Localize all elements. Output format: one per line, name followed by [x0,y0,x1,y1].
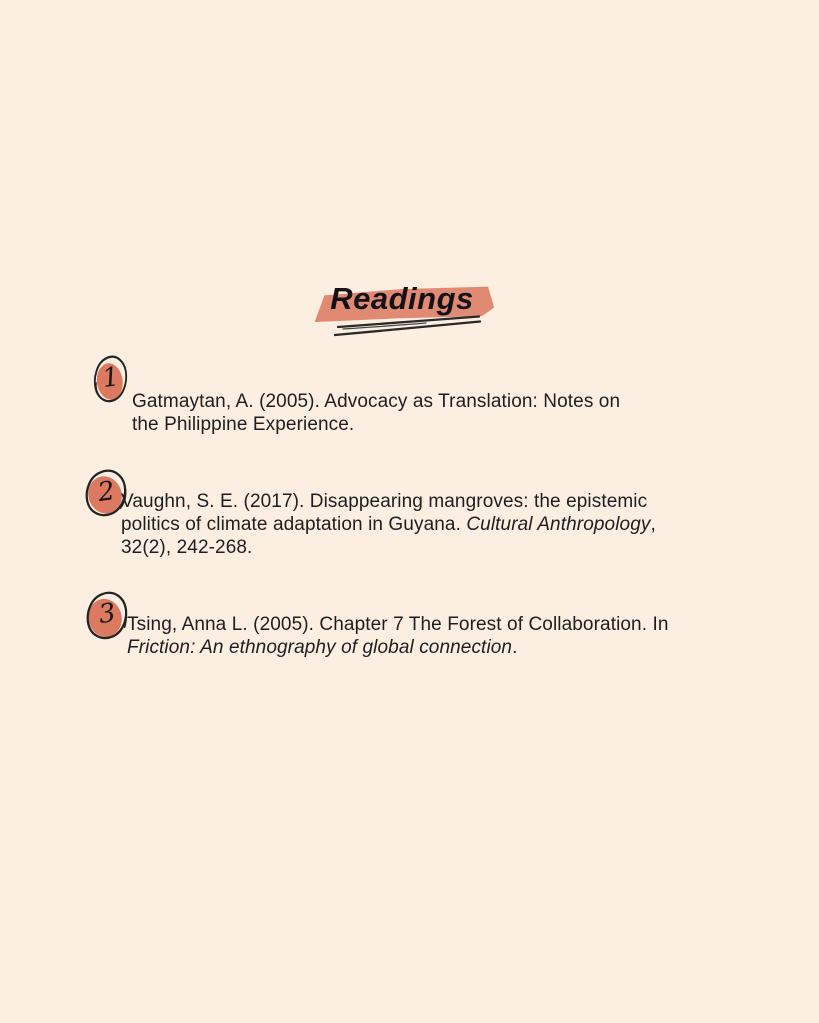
citation-title-italic: Cultural Anthropology [466,514,651,535]
citation-text-segment: 32(2), 242-268. [121,537,253,558]
citation-line [127,636,669,659]
citation-line [121,490,656,513]
citation-line [132,390,620,413]
reading-number: 1 [100,361,121,394]
reading-number: 3 [96,598,118,631]
citation-text-segment: , [650,514,656,535]
page-title: Readings [330,281,474,316]
citation-line [127,613,669,636]
citation-text-segment: Tsing, Anna L. (2005). Chapter 7 The Forest of Collaboration. In [127,614,669,635]
hand-drawn-underline [334,314,484,340]
citation-text-segment: . [512,637,518,658]
citation-line [121,513,656,536]
reading-number-badge-3 [83,590,132,642]
citation-line [132,413,620,436]
citation-text-segment: Vaughn, S. E. (2017). Disappearing mangroves: the epistemic [121,491,648,512]
reading-number-badge-1 [91,354,131,405]
citation-text-segment: the Philippine Experience. [132,414,355,435]
citation-line [121,536,656,559]
citation-1 [132,390,620,436]
citation-title-italic: Friction: An ethnography of global connection [127,637,513,658]
citation-text-segment: Gatmaytan, A. (2005). Advocacy as Translation: Notes on [132,391,621,412]
citation-3 [127,613,669,659]
citation-text-segment: politics of climate adaptation in Guyana. [121,514,467,535]
reading-number: 2 [95,475,117,508]
citation-2 [121,490,656,559]
